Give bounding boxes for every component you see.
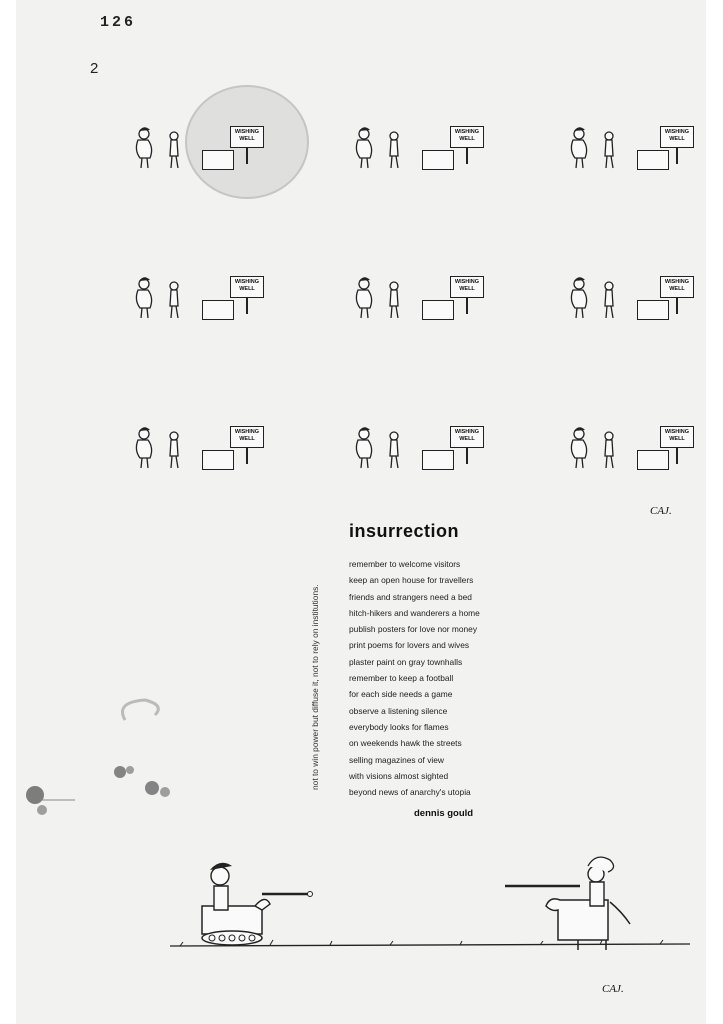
comic-panel [130,270,290,330]
cartoon-figures [565,424,635,474]
comic-panel [350,420,510,480]
poem-line: plaster paint on gray townhalls [349,656,463,667]
page-number: 126 [100,14,137,31]
wishing-well-box [422,150,454,170]
poem-line: selling magazines of view [349,754,444,765]
poem-line: beyond news of anarchy's utopia [349,787,471,798]
jousting-cartoon [160,850,700,960]
wishing-well-sign [230,276,264,298]
sign-text-line1: WISHING [234,279,260,285]
sign-text-line1: WISHING [454,129,480,135]
poem-body [349,556,480,800]
comic-panel [130,120,290,180]
sign-text-line1: WISHING [664,129,690,135]
wishing-well-box [202,150,234,170]
poem-line: print poems for lovers and wives [349,640,470,651]
sign-post [466,448,468,464]
poem-line: observe a listening silence [349,705,448,716]
poem-line: remember to keep a football [349,673,454,684]
sign-text-line1: WISHING [234,429,260,435]
sign-text-line2: WELL [669,136,685,142]
sign-post [246,148,248,164]
comic-panel [565,120,723,180]
poem-line: everybody looks for flames [349,721,449,732]
wishing-well-sign [660,126,694,148]
comic-panel [350,270,510,330]
sign-text-line2: WELL [239,436,255,442]
wishing-well-sign [230,426,264,448]
sign-text-line1: WISHING [664,279,690,285]
wishing-well-sign [230,126,264,148]
horse-knight [505,857,630,950]
sign-text-line2: WELL [669,286,685,292]
wishing-well-sign [450,276,484,298]
ink-stains [20,680,190,830]
sign-text-line2: WELL [669,436,685,442]
poem-line: publish posters for love nor money [349,624,478,635]
poem-title: insurrection [349,521,460,541]
side-quote: not to win power but diffuse it, not to rely on institutions. [310,584,320,790]
sign-text-line1: WISHING [454,429,480,435]
cartoon-figures [350,274,420,324]
cartoon-figures [565,274,635,324]
sign-post [466,148,468,164]
cartoon-artist-signature: CAJ. [602,983,624,995]
cartoon-figures [130,424,200,474]
sign-post [676,448,678,464]
wishing-well-sign [660,276,694,298]
poem-line: on weekends hawk the streets [349,738,462,749]
sign-post [246,298,248,314]
wishing-well-box [202,300,234,320]
sign-text-line2: WELL [459,286,475,292]
wishing-well-box [637,150,669,170]
wishing-well-box [202,450,234,470]
comic-panel [130,420,290,480]
sign-text-line2: WELL [459,136,475,142]
comic-panel [350,120,510,180]
sign-text-line2: WELL [459,436,475,442]
poem-author: dennis gould [414,808,474,819]
cartoon-figures [565,124,635,174]
wishing-well-box [422,450,454,470]
wishing-well-sign [450,426,484,448]
poem-line: hitch-hikers and wanderers a home [349,607,480,618]
sign-text-line1: WISHING [664,429,690,435]
comic-panel [565,420,723,480]
wishing-well-box [637,450,669,470]
sign-post [246,448,248,464]
poem-line: keep an open house for travellers [349,575,474,586]
sign-text-line1: WISHING [454,279,480,285]
cartoon-figures [350,424,420,474]
folio-number: 2 [90,60,99,77]
comic-artist-signature: CAJ. [650,505,672,517]
wishing-well-box [422,300,454,320]
cartoon-figures [130,124,200,174]
wishing-well-box [637,300,669,320]
cartoon-figures [130,274,200,324]
sign-post [676,148,678,164]
tank-knight [202,863,313,945]
sign-post [676,298,678,314]
poem-line: for each side needs a game [349,689,453,700]
cartoon-figures [350,124,420,174]
poem-line: friends and strangers need a bed [349,591,472,602]
sign-text-line2: WELL [239,286,255,292]
comic-panel [565,270,723,330]
sign-text-line2: WELL [239,136,255,142]
poem-line: remember to welcome visitors [349,559,461,569]
wishing-well-sign [450,126,484,148]
sign-post [466,298,468,314]
sign-text-line1: WISHING [234,129,260,135]
poem-line: with visions almost sighted [349,770,449,781]
wishing-well-sign [660,426,694,448]
